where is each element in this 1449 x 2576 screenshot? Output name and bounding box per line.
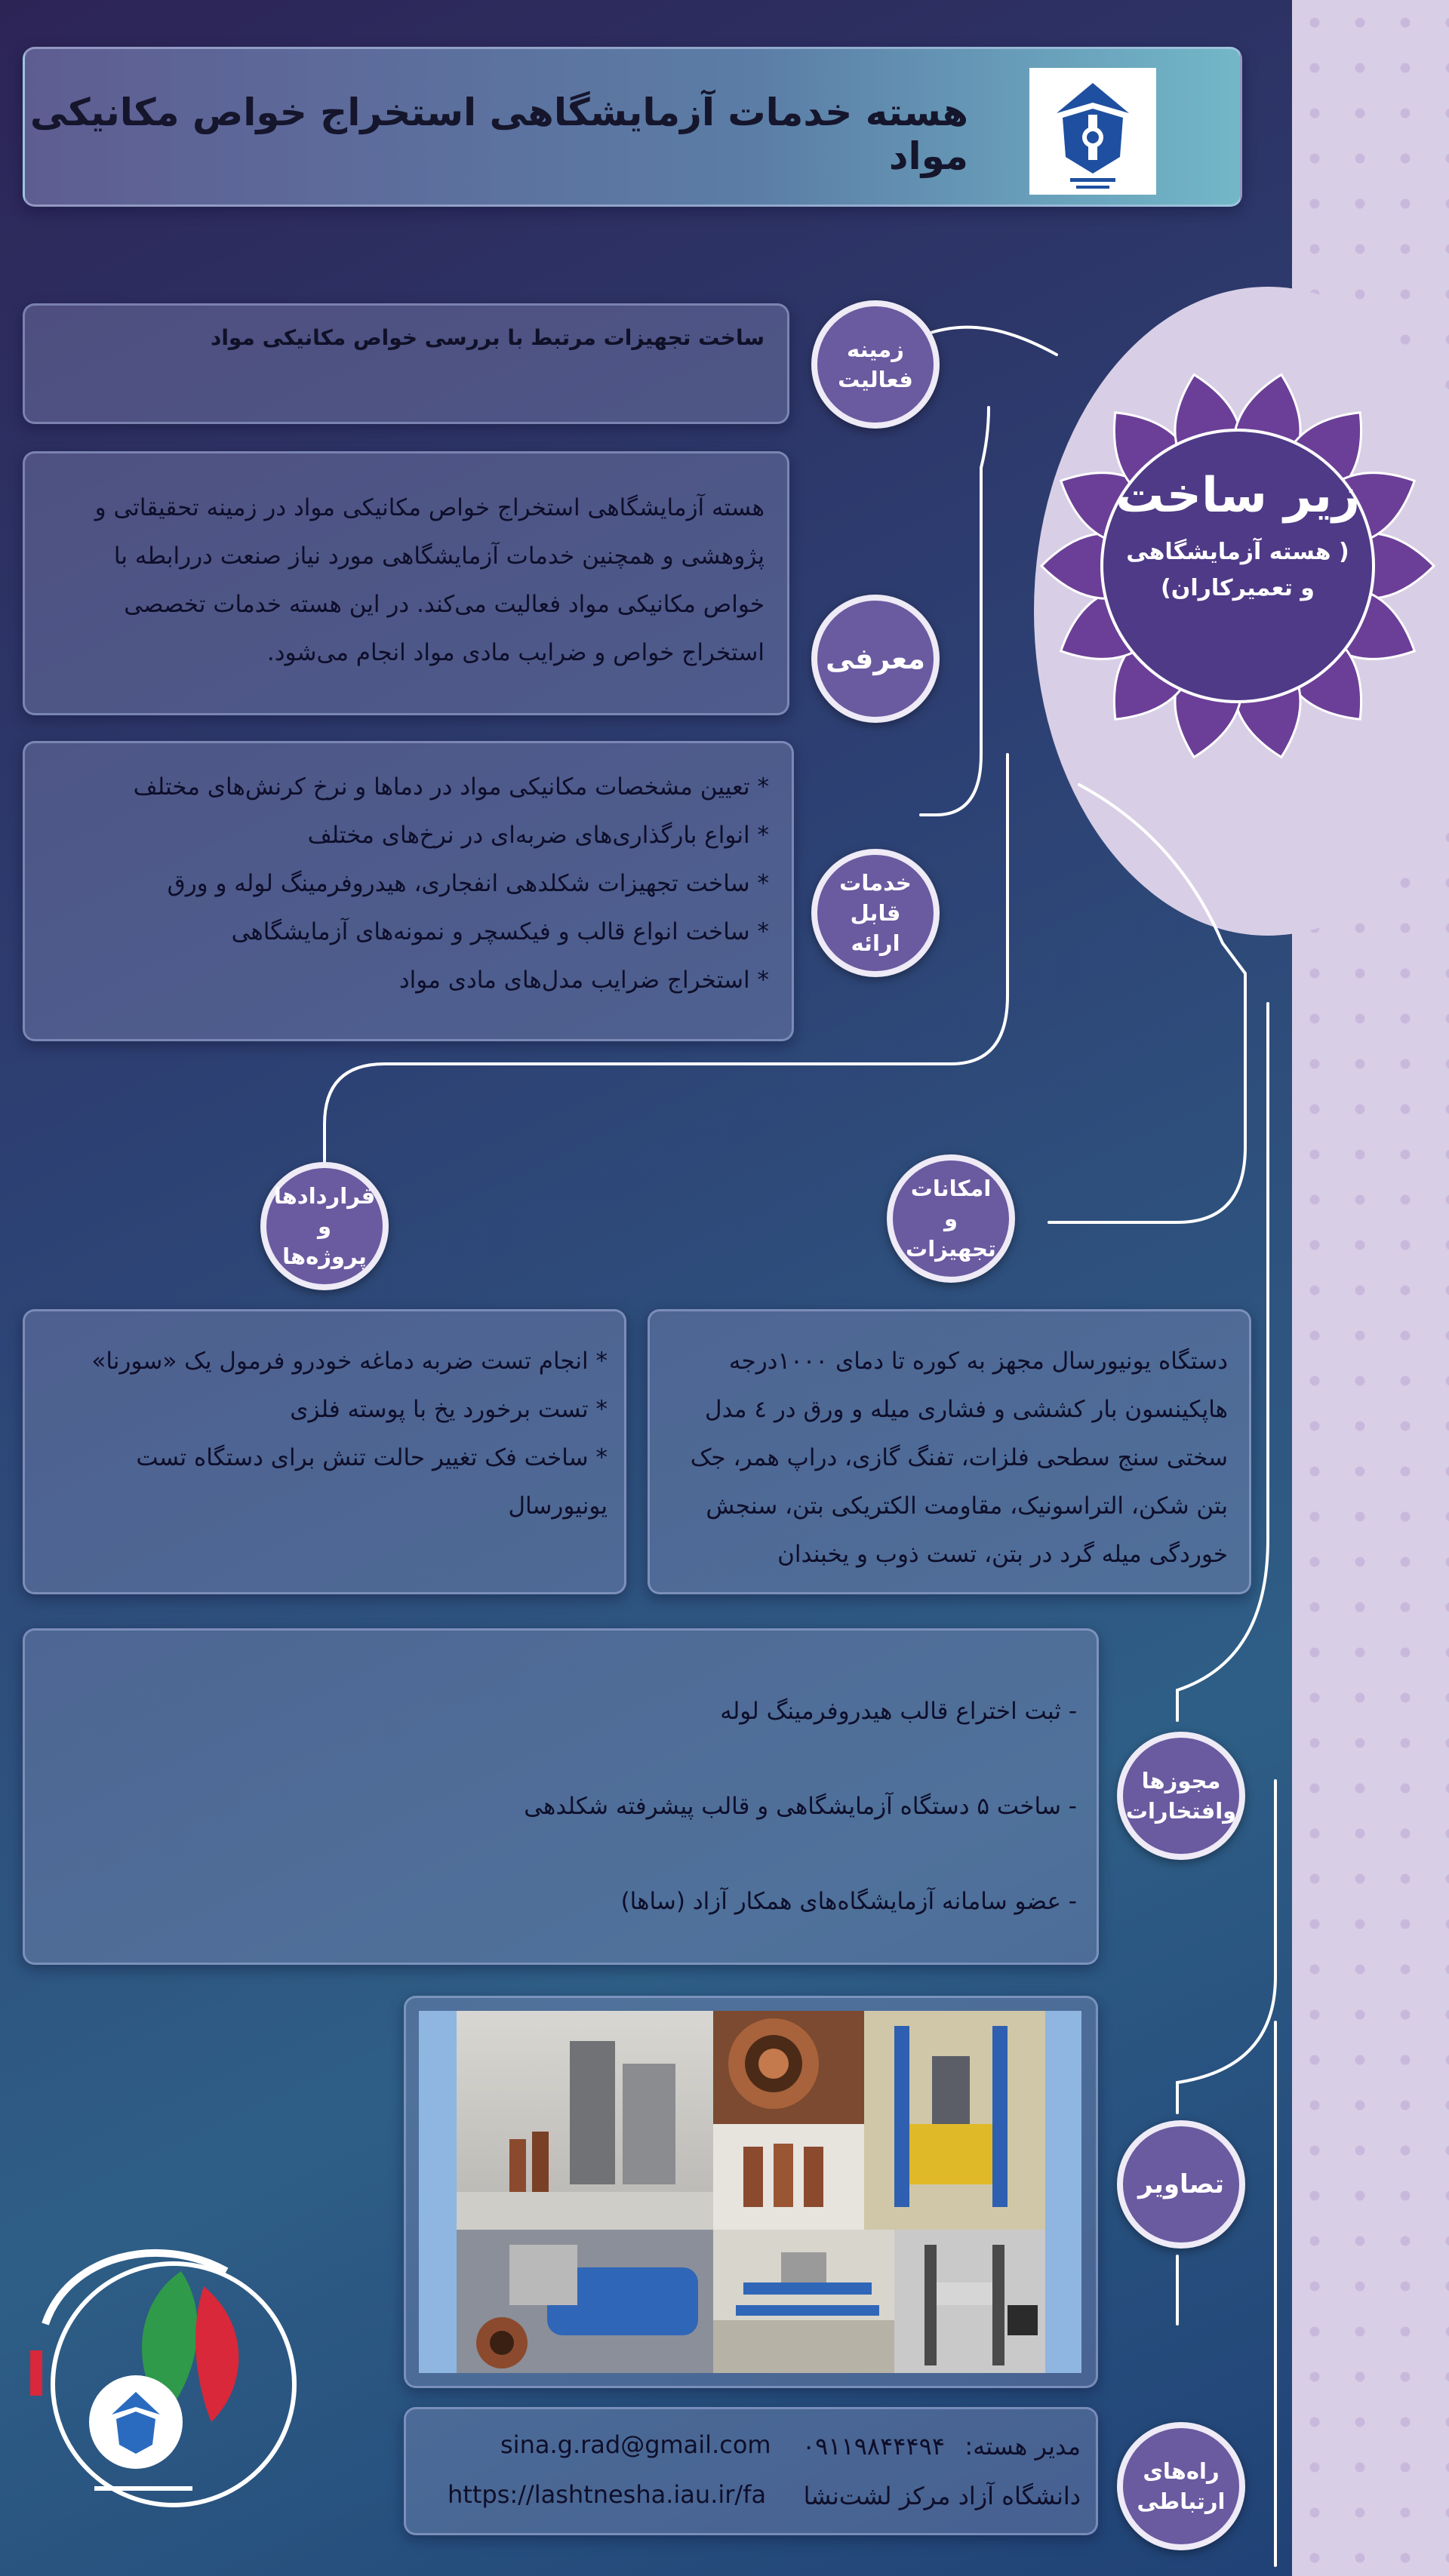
intro-line-1: هسته آزمایشگاهی استخراج خواص مکانیکی مواد در زمینه تحقیقاتی و	[94, 494, 764, 521]
intro-label	[811, 595, 940, 723]
azad-university-logo	[1029, 68, 1156, 195]
services-label-line1: خدمات	[839, 870, 912, 896]
equipment-panel	[648, 1309, 1251, 1594]
intro-line-4: استخراج خواص و ضرایب مادی مواد انجام می‌شود.	[266, 639, 764, 666]
services-item-2: * انواع بارگذاری‌های ضربه‌ای در نرخ‌های مختلف	[307, 822, 769, 849]
contracts-list	[91, 1337, 608, 1530]
activity-label-line1: زمینه	[847, 337, 904, 362]
equipment-line-3: سختی سنج سطحی فلزات، تفنگ گازی، دراپ همر، جک	[690, 1444, 1228, 1471]
contracts-line-4: یونیورسال	[508, 1492, 608, 1520]
images-label	[1117, 2120, 1245, 2249]
licenses-item-1: - ثبت اختراع قالب هیدروفرمینگ لوله	[720, 1698, 1077, 1725]
contracts-panel	[23, 1309, 626, 1594]
infrastructure-subtitle-line1: ( هسته آزمایشگاهی	[1126, 539, 1349, 565]
website-link[interactable]: https://lashtnesha.iau.ir/fa	[448, 2480, 767, 2509]
licenses-list	[524, 1664, 1077, 1949]
contact-label	[1117, 2422, 1245, 2550]
licenses-item-3: - عضو سامانه آزمایشگاه‌های همکار آزاد (ساها)	[620, 1888, 1077, 1915]
activity-label	[811, 300, 940, 429]
activity-panel	[23, 303, 789, 424]
licenses-item-2: - ساخت ۵ دستگاه آزمایشگاهی و قالب پیشرفته شکلدهی	[524, 1793, 1077, 1820]
services-item-5: * استخراج ضرایب مدل‌های مادی مواد	[398, 967, 769, 994]
equipment-line-5: خوردگی میله گرد در بتن، تست ذوب و یخبندان	[777, 1541, 1228, 1568]
intro-line-2: پژوهشی و همچنین خدمات آزمایشگاهی مورد نیاز صنعت دررابطه با	[113, 543, 764, 570]
activity-label-line2: فعالیت	[838, 367, 913, 392]
photo-machine-yellow	[864, 2011, 1045, 2230]
manager-phone[interactable]: ۰۹۱۱۹۸۴۴۴۹۴	[801, 2432, 945, 2461]
contracts-label	[260, 1162, 389, 1290]
infrastructure-subtitle-line2: و تعمیرکاران)	[1161, 575, 1315, 601]
services-item-3: * ساخت تجهیزات شکلدهی انفجاری، هیدروفرمینگ لوله و ورق	[167, 870, 769, 897]
services-list	[134, 763, 769, 1004]
services-item-4: * ساخت انواع قالب و فیکسچر و نمونه‌های آزمایشگاهی	[231, 918, 769, 945]
contracts-label-line2: پروژه‌ها	[282, 1243, 367, 1269]
photo-blue-machine	[457, 2230, 713, 2373]
contracts-line-1: * انجام تست ضربه دماغه خودرو فرمول یک «سورنا»	[91, 1348, 608, 1375]
photo-fixture	[457, 2011, 713, 2230]
anniversary-emblem-icon	[23, 2226, 325, 2528]
university-name: دانشگاه آزاد مرکز لشت‌نشا	[803, 2482, 1081, 2510]
intro-line-3: خواص مکانیکی مواد فعالیت می‌کند. در این هسته خدمات تخصصی	[124, 591, 764, 618]
contracts-line-2: * تست برخورد یخ با پوسته فلزی	[290, 1396, 608, 1423]
images-label-text: تصاویر	[1137, 2169, 1225, 2199]
contact-panel	[404, 2407, 1098, 2535]
licenses-label-line1: مجوزها	[1141, 1768, 1221, 1794]
intro-text	[95, 484, 764, 677]
equipment-line-4: بتن شکن، التراسونیک، مقاومت الکتریکی بتن، سنجش	[706, 1492, 1228, 1520]
contracts-label-line1: قراردادها و	[273, 1183, 376, 1239]
contracts-line-3: * ساخت فک تغییر حالت تنش برای دستگاه تست	[136, 1444, 608, 1471]
photo-specimens	[713, 2124, 864, 2230]
photo-lab-hall	[713, 2230, 894, 2373]
equipment-label-line1: امکانات و	[910, 1176, 992, 1231]
manager-label: مدیر هسته:	[964, 2432, 1081, 2461]
services-item-1: * تعیین مشخصات مکانیکی مواد در دماها و نرخ کرنش‌های مختلف	[133, 773, 769, 801]
contact-label-line2: ارتباطی	[1137, 2488, 1226, 2514]
equipment-label-line2: تجهیزات	[906, 1236, 996, 1262]
equipment-text	[691, 1337, 1228, 1578]
equipment-line-1: دستگاه یونیورسال مجهز به کوره تا دمای ۱۰۰۰درجه	[728, 1348, 1228, 1375]
lab-photo-collage	[419, 2011, 1081, 2373]
services-label	[811, 849, 940, 977]
equipment-label	[887, 1154, 1015, 1283]
contact-label-line1: راه‌های	[1143, 2458, 1220, 2484]
logo-emblem-icon	[1029, 68, 1156, 195]
intro-label-text: معرفی	[826, 642, 925, 675]
page-title: هسته خدمات آزمایشگاهی استخراج خواص مکانیکی مواد	[29, 91, 968, 178]
infrastructure-title-block	[1087, 468, 1389, 607]
equipment-line-2: هاپکینسون بار کششی و فشاری میله و ورق در ٤ مدل	[705, 1396, 1228, 1423]
services-label-line2: قابل ارائه	[850, 900, 901, 956]
infrastructure-title: زیر ساخت	[1115, 468, 1360, 524]
services-panel	[23, 741, 794, 1041]
licenses-label-line2: وافتخارات	[1125, 1798, 1237, 1824]
activity-text: ساخت تجهیزات مرتبط با بررسی خواص مکانیکی مواد	[210, 325, 764, 350]
email-link[interactable]: sina.g.rad@gmail.com	[500, 2430, 771, 2459]
photo-pipes	[713, 2011, 864, 2124]
licenses-panel	[23, 1628, 1099, 1965]
photo-testing-frame	[894, 2230, 1045, 2373]
intro-panel	[23, 451, 789, 715]
licenses-label	[1117, 1732, 1245, 1860]
